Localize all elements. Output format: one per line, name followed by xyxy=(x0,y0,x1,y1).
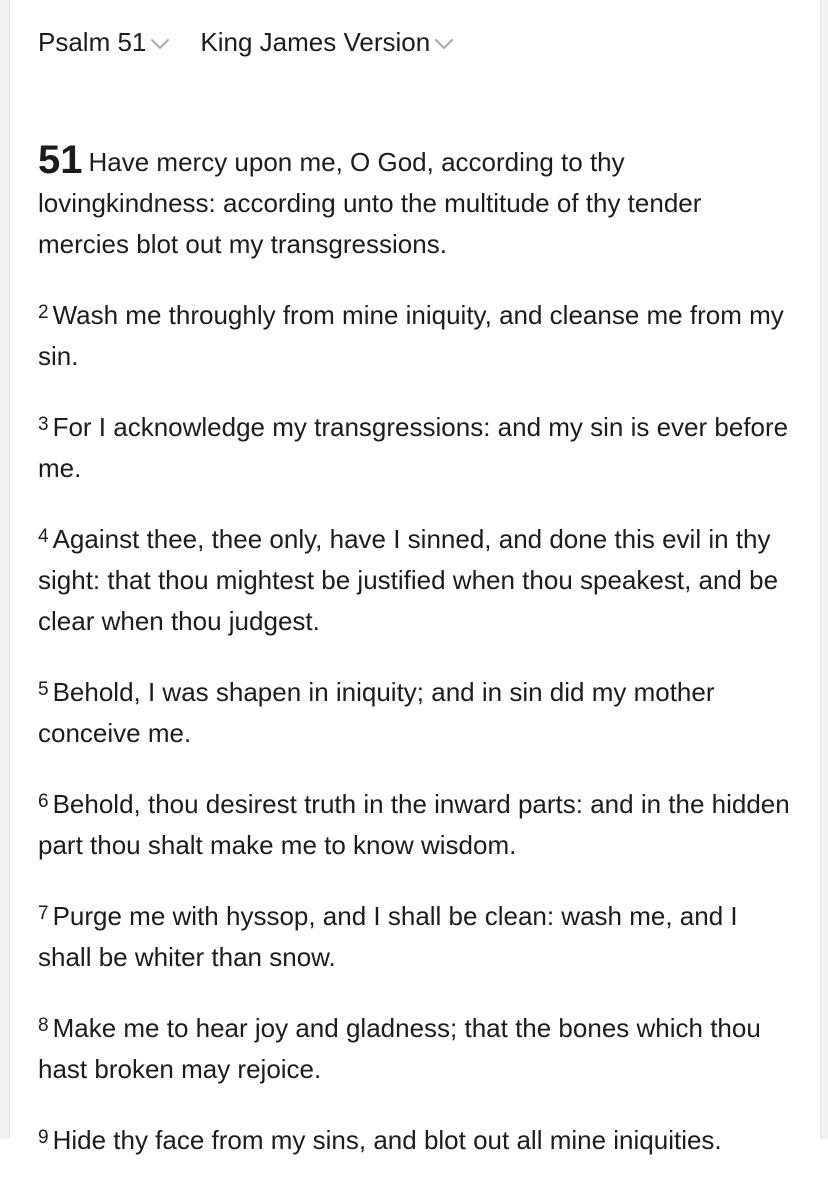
verse-5[interactable] xyxy=(38,669,798,754)
verse-4[interactable] xyxy=(38,516,798,642)
right-edge-panel xyxy=(820,0,828,1139)
chapter-selector-label: Psalm 51 xyxy=(38,26,147,57)
verse-number: 6 xyxy=(38,791,49,812)
chapter-selector[interactable] xyxy=(38,27,170,58)
verse-7[interactable] xyxy=(38,893,798,978)
verse-text: Have mercy upon me, O God, according to thy lovingkindness: according unto the multitude of thy tender mercies blot out my transgressions. xyxy=(38,147,702,259)
verse-number: 7 xyxy=(38,903,49,924)
verse-number: 8 xyxy=(38,1015,49,1036)
verse-text: Hide thy face from my sins, and blot out all mine iniquities. xyxy=(52,1125,722,1155)
verse-2[interactable] xyxy=(38,292,798,377)
verse-8[interactable] xyxy=(38,1005,798,1090)
verse-text: Against thee, thee only, have I sinned, and done this evil in thy sight: that thou mightest be justified when thou speakest, and be clear when thou judgest. xyxy=(38,524,779,636)
verse-6[interactable] xyxy=(38,781,798,866)
chevron-down-icon xyxy=(434,37,454,51)
verse-3[interactable] xyxy=(38,404,798,489)
chevron-down-icon xyxy=(150,37,170,51)
left-edge-panel xyxy=(0,0,10,1139)
verse-text: Wash me throughly from mine iniquity, and cleanse me from my sin. xyxy=(38,300,784,371)
verse-text: Behold, I was shapen in iniquity; and in sin did my mother conceive me. xyxy=(38,677,715,748)
version-selector-label: King James Version xyxy=(200,26,431,57)
verse-1[interactable] xyxy=(38,140,798,265)
chapter-number: 51 xyxy=(38,138,83,182)
chapter-text xyxy=(38,140,798,1188)
verse-text: For I acknowledge my transgressions: and my sin is ever before me. xyxy=(38,412,789,483)
reader-header xyxy=(38,22,454,62)
verse-number: 2 xyxy=(38,302,49,323)
verse-text: Make me to hear joy and gladness; that the bones which thou hast broken may rejoice. xyxy=(38,1013,761,1084)
verse-number: 3 xyxy=(38,414,49,435)
verse-9[interactable] xyxy=(38,1117,798,1161)
verse-number: 4 xyxy=(38,526,49,547)
verse-number: 5 xyxy=(38,679,49,700)
verse-text: Purge me with hyssop, and I shall be clean: wash me, and I shall be whiter than snow. xyxy=(38,901,738,972)
verse-text: Behold, thou desirest truth in the inward parts: and in the hidden part thou shalt make me to know wisdom. xyxy=(38,789,790,860)
verse-number: 9 xyxy=(38,1127,49,1148)
version-selector[interactable] xyxy=(200,27,454,58)
